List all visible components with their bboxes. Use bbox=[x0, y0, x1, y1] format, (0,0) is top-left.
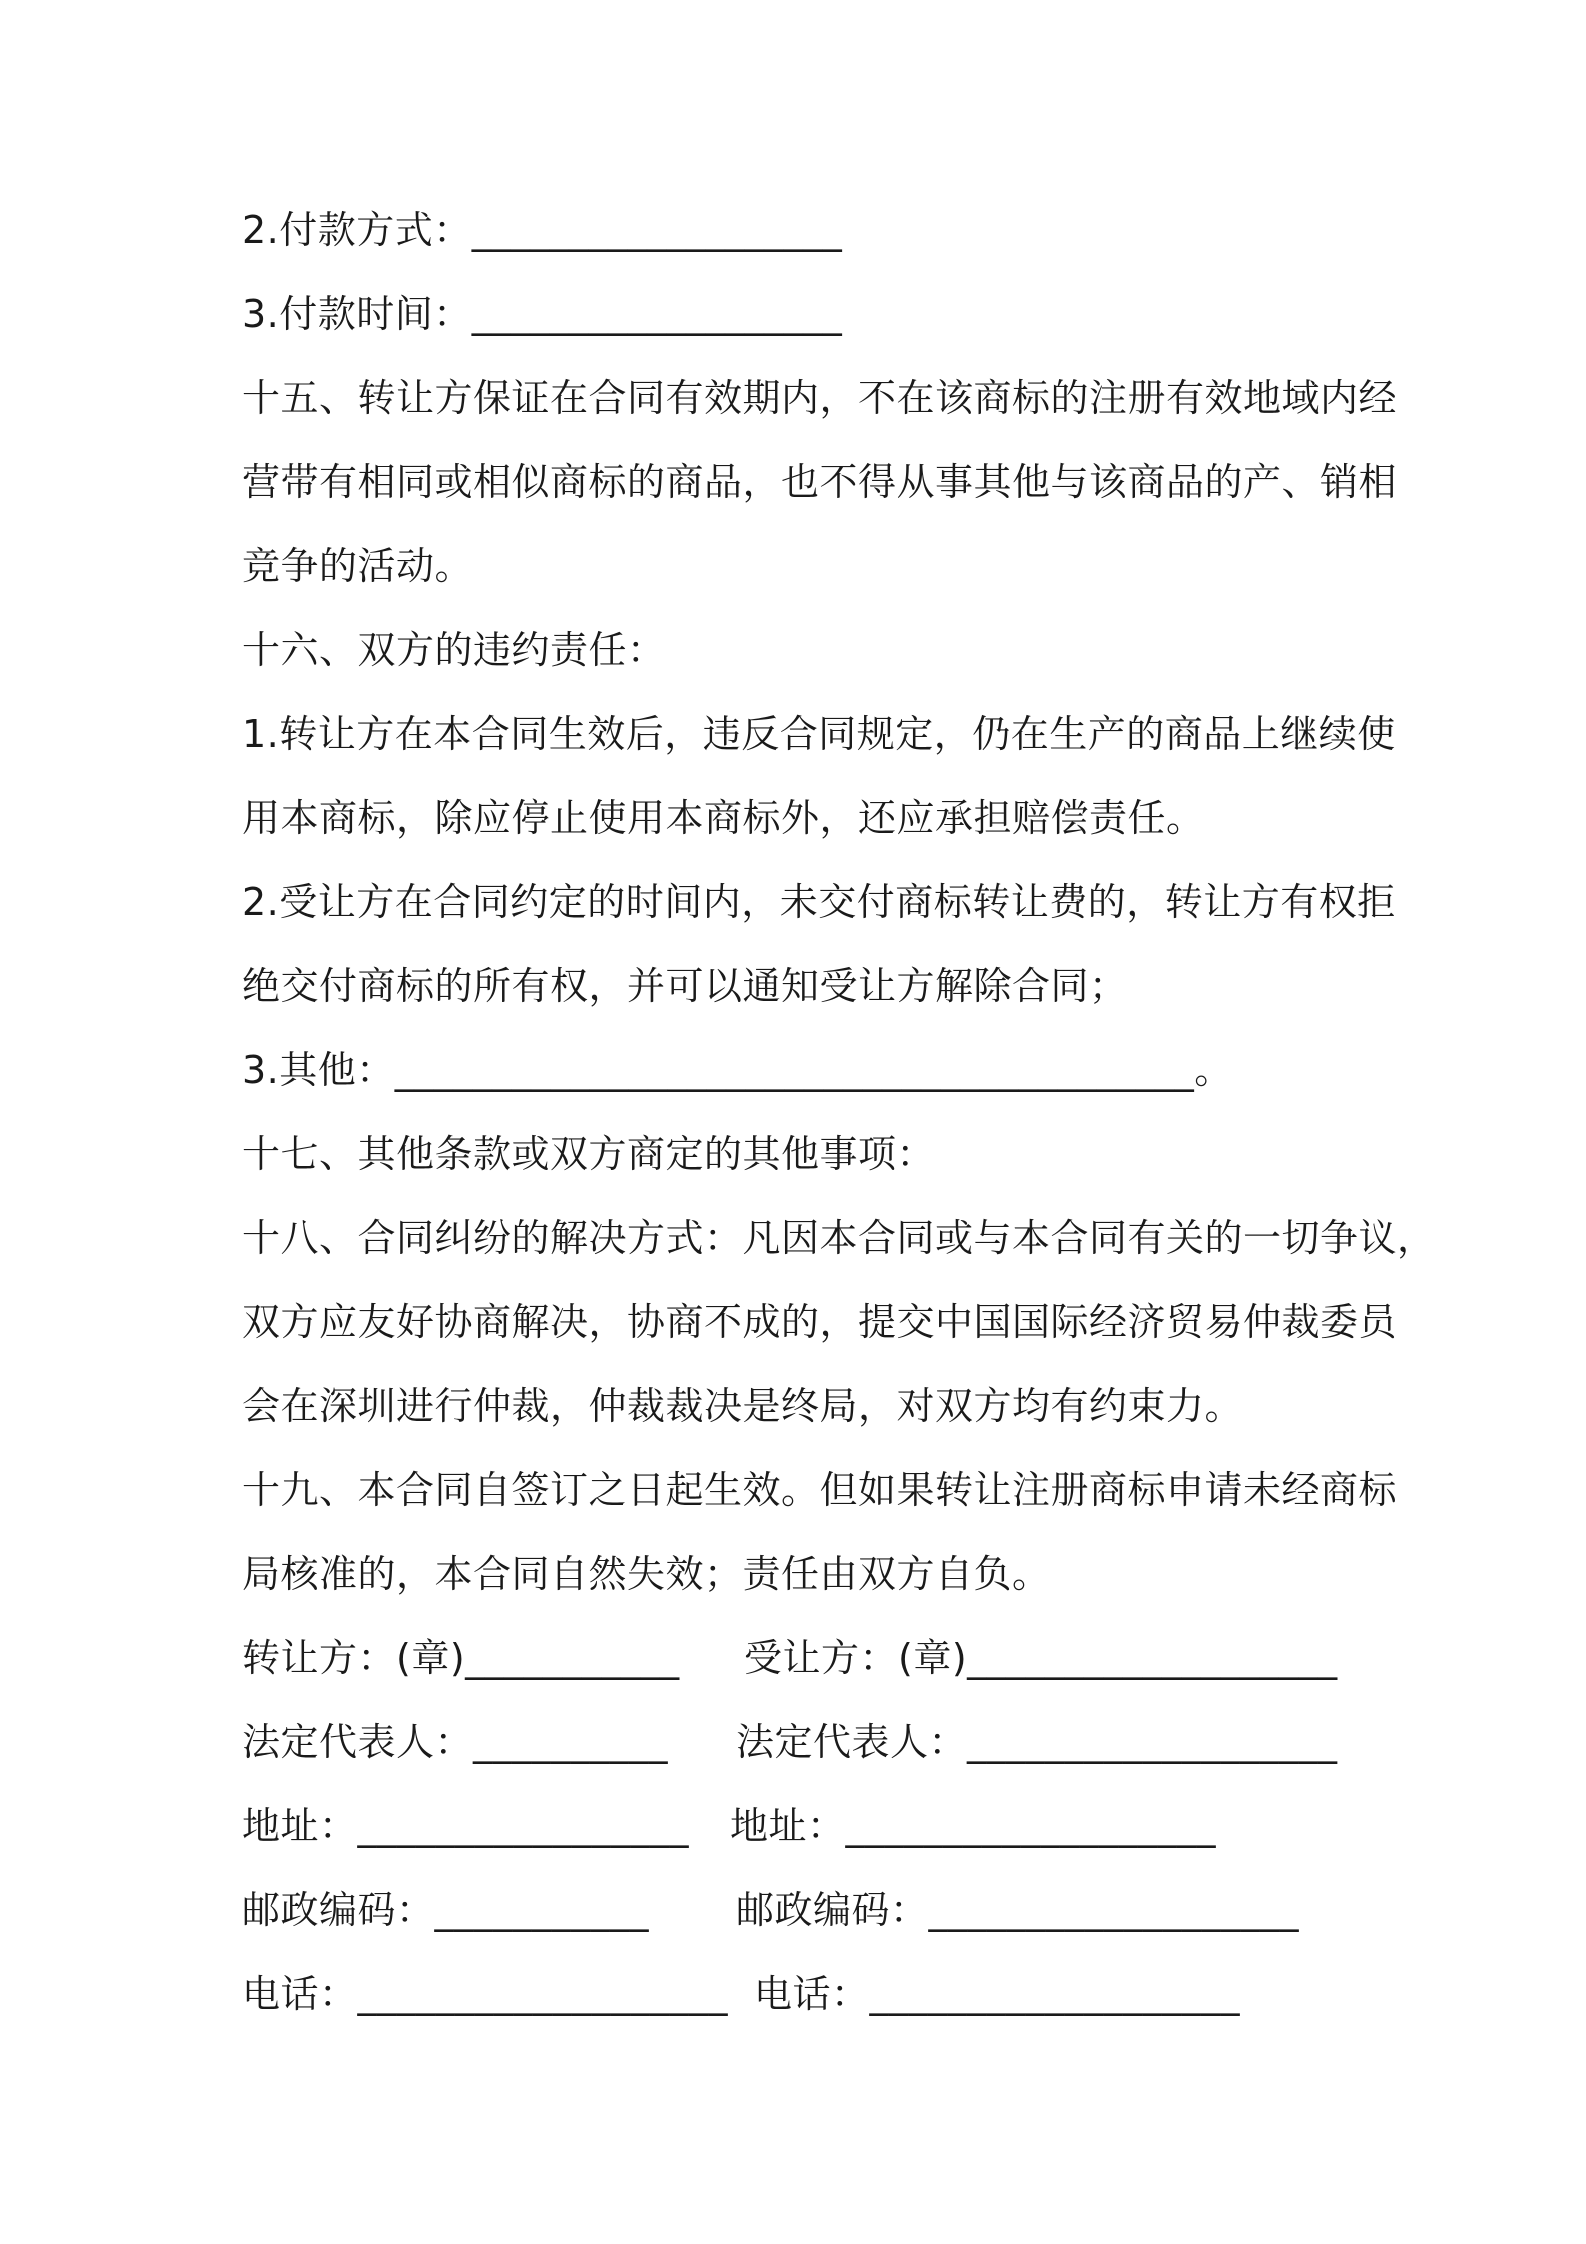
transferor-rep: 法定代表人：__________ bbox=[242, 1720, 669, 1764]
clause18-line3: 会在深圳进行仲裁，仲裁裁决是终局，对双方均有约束力。 bbox=[242, 1384, 1244, 1428]
transferor-postcode: 邮政编码：___________ bbox=[242, 1888, 650, 1932]
clause16-item1-line2: 用本商标，除应停止使用本商标外，还应承担赔偿责任。 bbox=[242, 796, 1205, 840]
clause16-item2-line1: 2.受让方在合同约定的时间内，未交付商标转让费的，转让方有权拒 bbox=[242, 880, 1396, 924]
transferor-phone: 电话：___________________ bbox=[242, 1972, 729, 2016]
transferee-phone: 电话：___________________ bbox=[754, 1972, 1241, 2016]
transferee-address: 地址：___________________ bbox=[730, 1804, 1217, 1848]
clause16-item2-line2: 绝交付商标的所有权，并可以通知受让方解除合同； bbox=[242, 964, 1128, 1008]
clause19-line1: 十九、本合同自签订之日起生效。但如果转让注册商标申请未经商标 bbox=[242, 1468, 1398, 1512]
clause18-line1: 十八、合同纠纷的解决方式：凡因本合同或与本合同有关的一切争议， bbox=[242, 1216, 1436, 1260]
clause16-title: 十六、双方的违约责任： bbox=[242, 628, 666, 672]
clause15-line3: 竞争的活动。 bbox=[242, 544, 474, 588]
transferor-seal: 转让方：(章)___________ bbox=[242, 1636, 680, 1680]
clause15-line1: 十五、转让方保证在合同有效期内，不在该商标的注册有效地域内经 bbox=[242, 376, 1398, 420]
clause18-line2: 双方应友好协商解决，协商不成的，提交中国国际经济贸易仲裁委员 bbox=[242, 1300, 1398, 1344]
transferee-seal: 受让方：(章)___________________ bbox=[744, 1636, 1338, 1680]
clause15-line2: 营带有相同或相似商标的商品，也不得从事其他与该商品的产、销相 bbox=[242, 460, 1398, 504]
payment-time-line: 3.付款时间：___________________ bbox=[242, 292, 843, 336]
clause16-item3: 3.其他：_________________________________________。 bbox=[242, 1048, 1233, 1092]
transferee-rep: 法定代表人：___________________ bbox=[736, 1720, 1338, 1764]
transferor-address: 地址：_________________ bbox=[242, 1804, 690, 1848]
transferee-postcode: 邮政编码：___________________ bbox=[736, 1888, 1300, 1932]
clause16-item1-line1: 1.转让方在本合同生效后，违反合同规定，仍在生产的商品上继续使 bbox=[242, 712, 1396, 756]
clause19-line2: 局核准的，本合同自然失效；责任由双方自负。 bbox=[242, 1552, 1051, 1596]
payment-method-line: 2.付款方式：___________________ bbox=[242, 208, 843, 252]
clause17-title: 十七、其他条款或双方商定的其他事项： bbox=[242, 1132, 936, 1176]
